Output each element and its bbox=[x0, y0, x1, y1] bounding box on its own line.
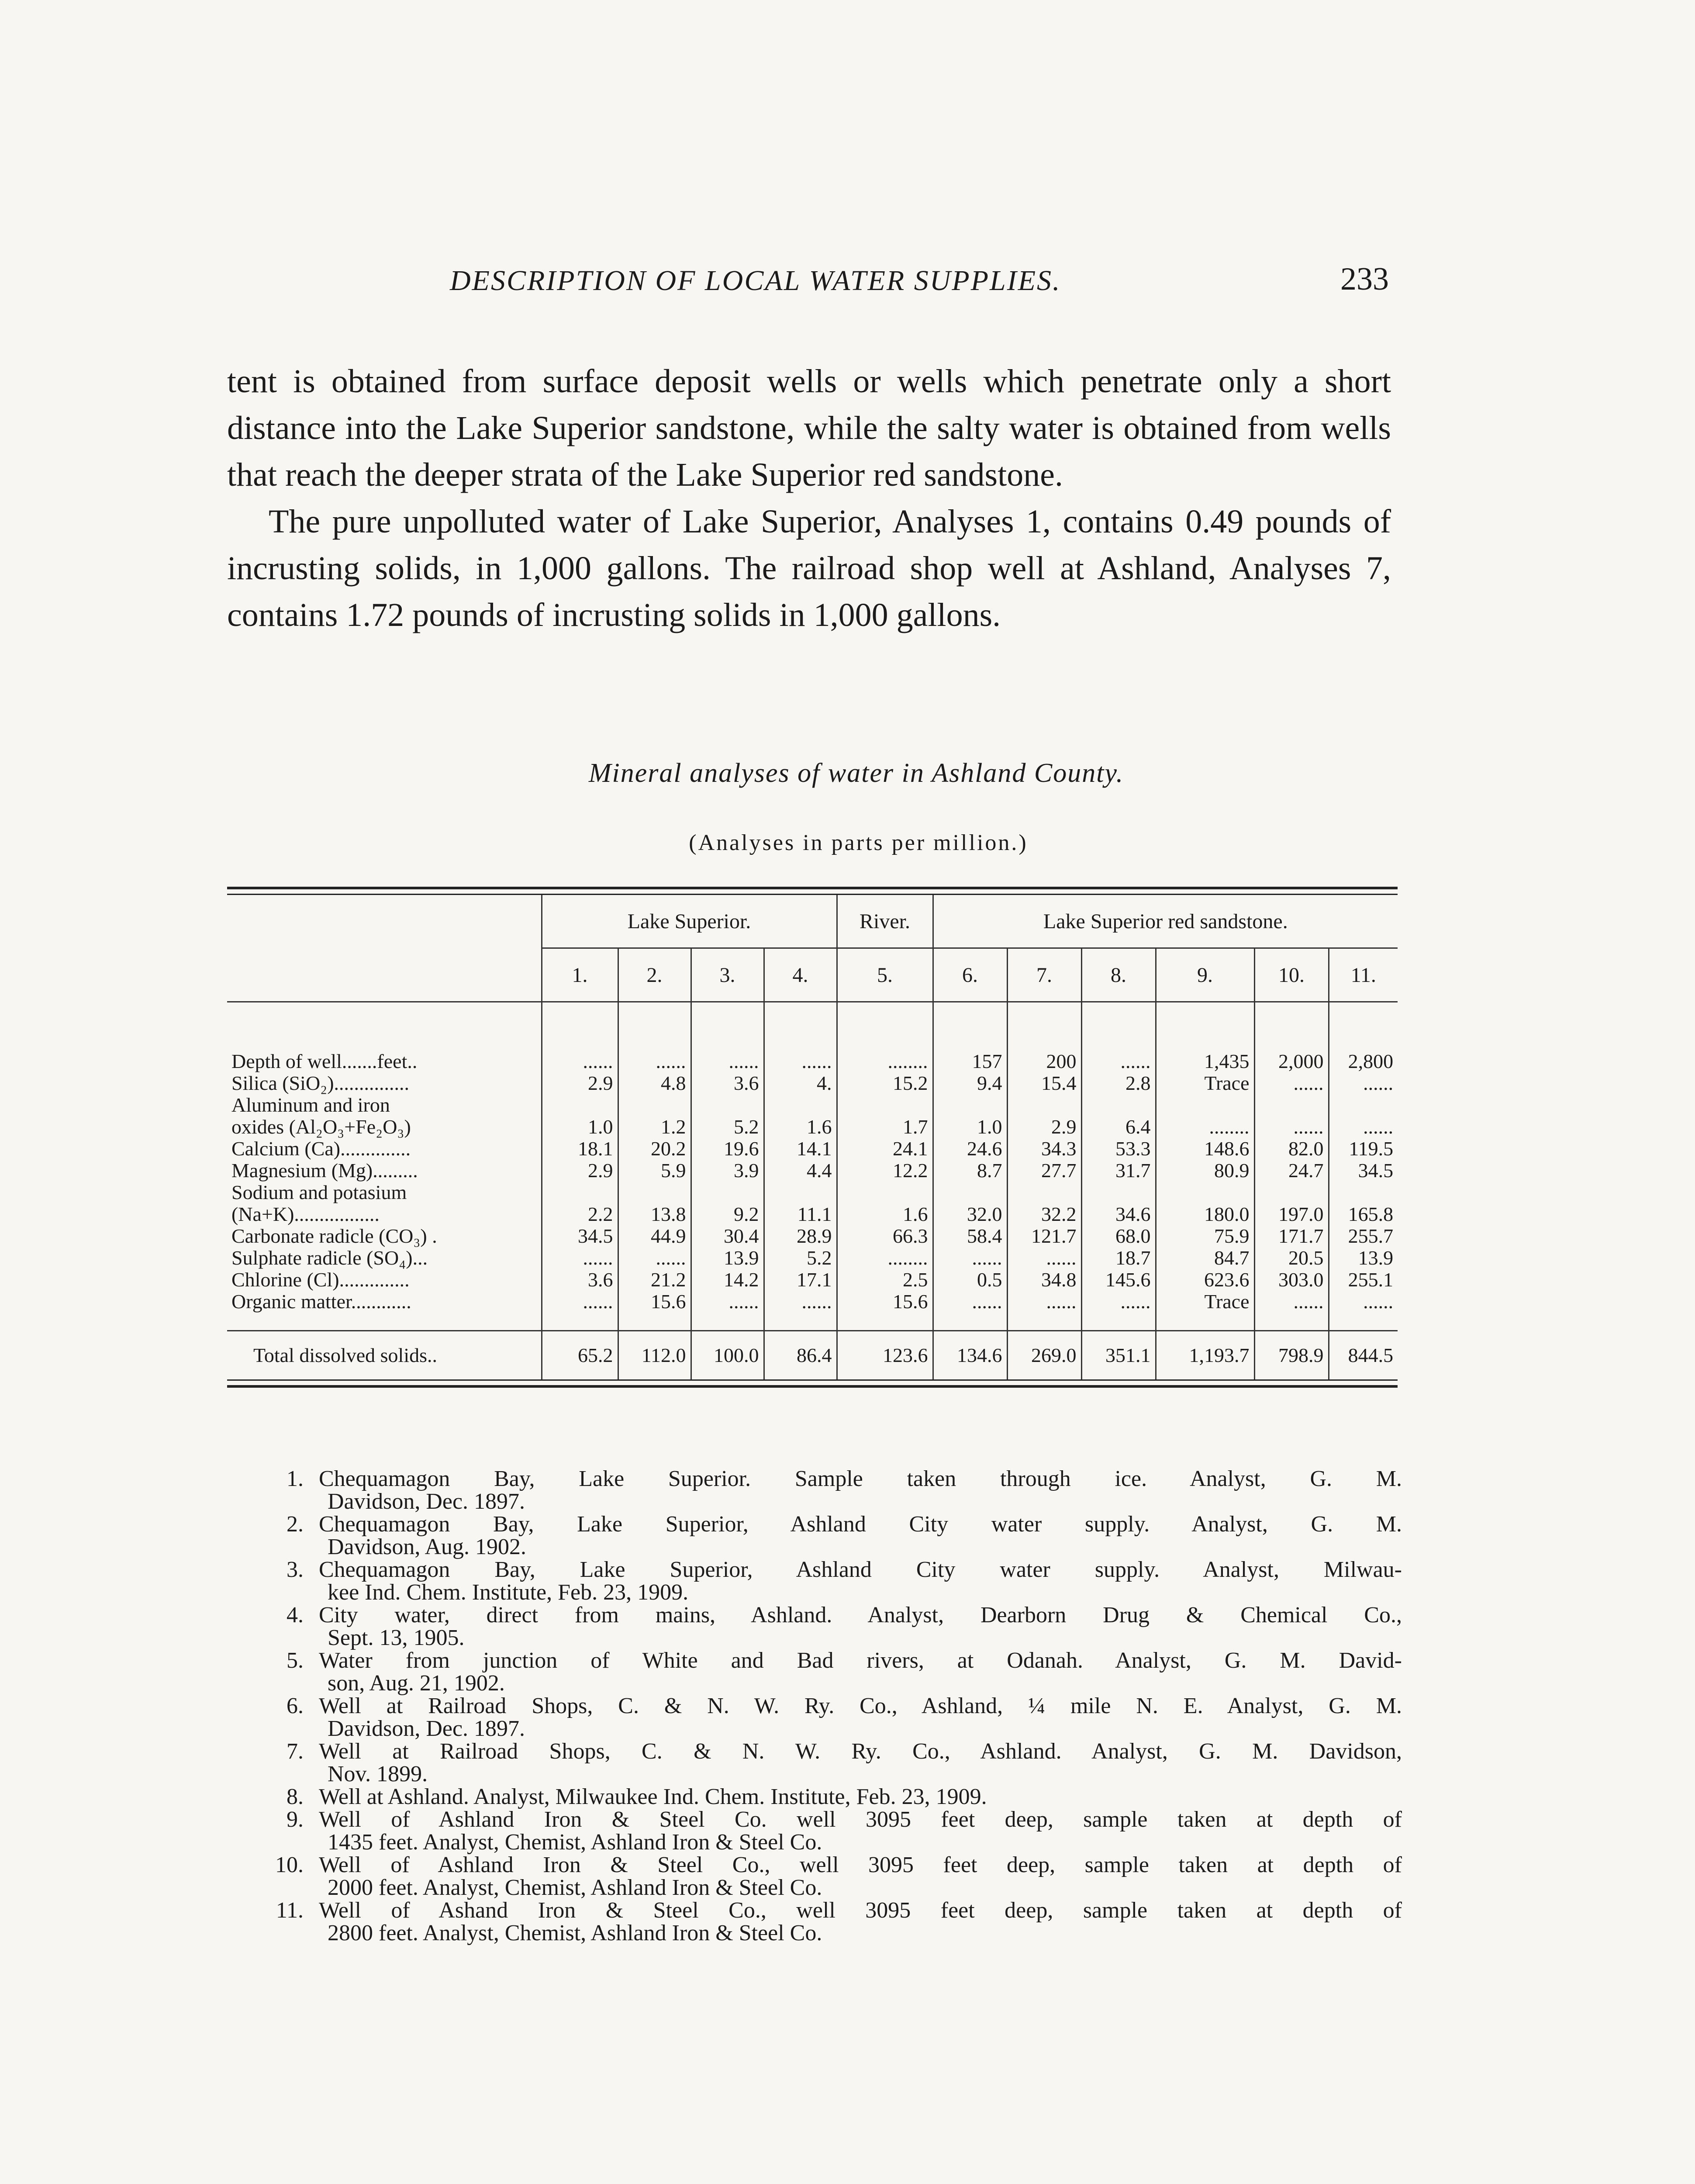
table-cell: 17.1 bbox=[764, 1269, 837, 1291]
column-number-row bbox=[227, 948, 1398, 1002]
total-cell: 112.0 bbox=[618, 1331, 691, 1380]
group-lake-superior: Lake Superior. bbox=[542, 895, 837, 948]
table-cell: 34.8 bbox=[1007, 1269, 1081, 1291]
table-cell: ...... bbox=[691, 1051, 764, 1072]
footnote-line-1: Well of Ashand Iron & Steel Co., well 3095 feet deep, sample taken at depth of bbox=[319, 1898, 1402, 1923]
analyses-table-wrapper bbox=[227, 887, 1398, 1388]
table-cell bbox=[1254, 1182, 1329, 1203]
table-cell bbox=[1081, 1094, 1156, 1116]
table-cell: 5.9 bbox=[618, 1160, 691, 1182]
table-cell: 34.5 bbox=[1329, 1160, 1398, 1182]
table-cell: 1.6 bbox=[837, 1203, 933, 1225]
table-cell: 2,800 bbox=[1329, 1051, 1398, 1072]
footnote-number: 5. bbox=[287, 1648, 304, 1673]
table-cell: 24.6 bbox=[933, 1138, 1007, 1160]
table-cell: ...... bbox=[1007, 1291, 1081, 1313]
table-cell: 121.7 bbox=[1007, 1225, 1081, 1247]
footnote-line-1: Water from junction of White and Bad rivers, at Odanah. Analyst, G. M. David- bbox=[319, 1648, 1402, 1673]
table-subcaption-text: (Analyses in parts per million.) bbox=[689, 830, 1028, 855]
footnote-item bbox=[258, 1899, 1402, 1945]
footnote-line-2: Sept. 13, 1905. bbox=[328, 1625, 465, 1650]
table-bottom-rule bbox=[227, 1379, 1398, 1388]
table-cell: 19.6 bbox=[691, 1138, 764, 1160]
table-cell: 197.0 bbox=[1254, 1203, 1329, 1225]
table-cell: Trace bbox=[1156, 1291, 1254, 1313]
table-cell: 18.1 bbox=[542, 1138, 618, 1160]
row-label: Aluminum and iron bbox=[231, 1094, 390, 1116]
table-cell: 5.2 bbox=[764, 1247, 837, 1269]
col-8: 8. bbox=[1081, 948, 1156, 1002]
table-cell bbox=[837, 1182, 933, 1203]
table-cell: 2,000 bbox=[1254, 1051, 1329, 1072]
footnote-number: 4. bbox=[287, 1603, 304, 1628]
footnote-number: 11. bbox=[276, 1898, 304, 1923]
table-row bbox=[227, 1291, 1398, 1313]
table-cell: 9.4 bbox=[933, 1072, 1007, 1094]
total-row bbox=[227, 1331, 1398, 1380]
table-cell: 80.9 bbox=[1156, 1160, 1254, 1182]
table-cell: ...... bbox=[764, 1051, 837, 1072]
table-subcaption bbox=[0, 830, 1695, 856]
total-cell: 86.4 bbox=[764, 1331, 837, 1380]
table-cell: 2.9 bbox=[1007, 1116, 1081, 1138]
table-row bbox=[227, 1094, 1398, 1116]
row-label: Depth of well.......feet.. bbox=[231, 1051, 418, 1072]
table-cell: ...... bbox=[1254, 1072, 1329, 1094]
analyses-table bbox=[227, 895, 1398, 1379]
table-cell bbox=[618, 1094, 691, 1116]
col-7: 7. bbox=[1007, 948, 1081, 1002]
table-cell: 44.9 bbox=[618, 1225, 691, 1247]
spacer-row bbox=[227, 1313, 1398, 1331]
table-cell: 82.0 bbox=[1254, 1138, 1329, 1160]
table-cell bbox=[933, 1094, 1007, 1116]
total-cell: 269.0 bbox=[1007, 1331, 1081, 1380]
table-cell: 1.0 bbox=[542, 1116, 618, 1138]
table-cell bbox=[764, 1094, 837, 1116]
table-cell bbox=[542, 1094, 618, 1116]
table-cell: ........ bbox=[837, 1247, 933, 1269]
table-cell: 6.4 bbox=[1081, 1116, 1156, 1138]
table-cell: 148.6 bbox=[1156, 1138, 1254, 1160]
table-cell bbox=[691, 1182, 764, 1203]
table-cell: 13.8 bbox=[618, 1203, 691, 1225]
table-cell bbox=[1081, 1182, 1156, 1203]
table-cell: 20.2 bbox=[618, 1138, 691, 1160]
table-row bbox=[227, 1225, 1398, 1247]
table-cell: 11.1 bbox=[764, 1203, 837, 1225]
table-cell: 1.7 bbox=[837, 1116, 933, 1138]
footnote-number: 7. bbox=[287, 1739, 304, 1764]
footnote-line-2: 2000 feet. Analyst, Chemist, Ashland Iron & Steel Co. bbox=[328, 1875, 822, 1900]
table-cell bbox=[837, 1094, 933, 1116]
table-cell: 24.7 bbox=[1254, 1160, 1329, 1182]
footnote-line-1: Well at Railroad Shops, C. & N. W. Ry. Co., Ashland, ¼ mile N. E. Analyst, G. M. bbox=[319, 1693, 1402, 1718]
footnote-item bbox=[258, 1468, 1402, 1513]
table-cell bbox=[764, 1182, 837, 1203]
total-cell: 844.5 bbox=[1329, 1331, 1398, 1380]
group-river: River. bbox=[837, 895, 933, 948]
table-cell: 4. bbox=[764, 1072, 837, 1094]
table-cell: 145.6 bbox=[1081, 1269, 1156, 1291]
table-cell: 30.4 bbox=[691, 1225, 764, 1247]
table-cell: 31.7 bbox=[1081, 1160, 1156, 1182]
table-cell: 34.5 bbox=[542, 1225, 618, 1247]
footnote-line-2: 2800 feet. Analyst, Chemist, Ashland Iron & Steel Co. bbox=[328, 1921, 822, 1946]
footnote-item bbox=[258, 1786, 1402, 1808]
footnotes-list bbox=[258, 1468, 1402, 1945]
footnote-line-2: Davidson, Dec. 1897. bbox=[328, 1489, 525, 1514]
footnote-line-1: Well at Ashland. Analyst, Milwaukee Ind. Chem. Institute, Feb. 23, 1909. bbox=[319, 1784, 987, 1809]
footnote-line-2: 1435 feet. Analyst, Chemist, Ashland Iron & Steel Co. bbox=[328, 1830, 822, 1855]
table-cell: 200 bbox=[1007, 1051, 1081, 1072]
table-cell: 4.8 bbox=[618, 1072, 691, 1094]
footnote-item bbox=[258, 1649, 1402, 1695]
total-label: Total dissolved solids.. bbox=[227, 1331, 542, 1380]
row-label: Sodium and potasium bbox=[231, 1182, 407, 1203]
footnote-item bbox=[258, 1808, 1402, 1854]
table-cell: 1,435 bbox=[1156, 1051, 1254, 1072]
total-cell: 134.6 bbox=[933, 1331, 1007, 1380]
table-cell: 2.9 bbox=[542, 1160, 618, 1182]
col-10: 10. bbox=[1254, 948, 1329, 1002]
table-cell: ...... bbox=[1329, 1072, 1398, 1094]
row-label: Magnesium (Mg)......... bbox=[231, 1160, 418, 1182]
table-cell bbox=[1156, 1094, 1254, 1116]
table-cell: 21.2 bbox=[618, 1269, 691, 1291]
paragraph-2: The pure unpolluted water of Lake Superior, Analyses 1, contains 0.49 pounds of incrusting solids, in 1,000 gallons. The railroad shop well at Ashland, Analyses 7, contains 1.72 pounds of incrusting solids in 1,000 gallons. bbox=[227, 503, 1391, 633]
table-cell: 623.6 bbox=[1156, 1269, 1254, 1291]
row-label: oxides (Al₂O₃+Fe₂O₃) bbox=[231, 1116, 411, 1138]
table-cell: 2.5 bbox=[837, 1269, 933, 1291]
paragraph-1: tent is obtained from surface deposit wells or wells which penetrate only a short distance into the Lake Superior sandstone, while the salty water is obtained from wells that reach the deeper strata of the Lake Superior red sandstone. bbox=[227, 363, 1391, 493]
footnote-line-1: Chequamagon Bay, Lake Superior, Ashland City water supply. Analyst, G. M. bbox=[319, 1512, 1402, 1537]
table-cell: 1.6 bbox=[764, 1116, 837, 1138]
footnote-item bbox=[258, 1604, 1402, 1649]
row-label: Sulphate radicle (SO₄)... bbox=[231, 1247, 428, 1269]
table-cell: 66.3 bbox=[837, 1225, 933, 1247]
table-cell bbox=[933, 1182, 1007, 1203]
table-cell: 58.4 bbox=[933, 1225, 1007, 1247]
footnote-line-1: Chequamagon Bay, Lake Superior. Sample taken through ice. Analyst, G. M. bbox=[319, 1466, 1402, 1491]
table-cell: ...... bbox=[691, 1291, 764, 1313]
stub-header bbox=[227, 895, 542, 948]
table-row bbox=[227, 1051, 1398, 1072]
table-cell: 14.2 bbox=[691, 1269, 764, 1291]
footnote-number: 6. bbox=[287, 1693, 304, 1718]
footnote-line-2: kee Ind. Chem. Institute, Feb. 23, 1909. bbox=[328, 1580, 689, 1605]
table-cell: 14.1 bbox=[764, 1138, 837, 1160]
col-2: 2. bbox=[618, 948, 691, 1002]
col-4: 4. bbox=[764, 948, 837, 1002]
footnote-number: 8. bbox=[287, 1784, 304, 1809]
table-cell: ...... bbox=[933, 1291, 1007, 1313]
table-cell: 1.2 bbox=[618, 1116, 691, 1138]
footnote-line-1: City water, direct from mains, Ashland. Analyst, Dearborn Drug & Chemical Co., bbox=[319, 1603, 1402, 1628]
table-cell: 3.6 bbox=[542, 1269, 618, 1291]
table-cell: 24.1 bbox=[837, 1138, 933, 1160]
total-cell: 798.9 bbox=[1254, 1331, 1329, 1380]
col-9: 9. bbox=[1156, 948, 1254, 1002]
table-cell: 84.7 bbox=[1156, 1247, 1254, 1269]
table-cell: ...... bbox=[618, 1247, 691, 1269]
page-number: 233 bbox=[1340, 261, 1389, 297]
table-cell: 18.7 bbox=[1081, 1247, 1156, 1269]
table-row bbox=[227, 1138, 1398, 1160]
total-cell: 100.0 bbox=[691, 1331, 764, 1380]
table-cell: 255.1 bbox=[1329, 1269, 1398, 1291]
table-row bbox=[227, 1160, 1398, 1182]
table-cell bbox=[1329, 1182, 1398, 1203]
row-label: Calcium (Ca).............. bbox=[231, 1138, 411, 1160]
table-cell: 15.6 bbox=[837, 1291, 933, 1313]
table-row bbox=[227, 1072, 1398, 1094]
table-cell: ...... bbox=[542, 1051, 618, 1072]
table-row bbox=[227, 1247, 1398, 1269]
table-cell: Trace bbox=[1156, 1072, 1254, 1094]
table-cell: 3.9 bbox=[691, 1160, 764, 1182]
table-row bbox=[227, 1269, 1398, 1291]
table-cell: 255.7 bbox=[1329, 1225, 1398, 1247]
table-cell: ...... bbox=[933, 1247, 1007, 1269]
footnote-item bbox=[258, 1854, 1402, 1899]
table-cell bbox=[542, 1182, 618, 1203]
table-cell: 12.2 bbox=[837, 1160, 933, 1182]
table-cell bbox=[618, 1182, 691, 1203]
table-cell: 0.5 bbox=[933, 1269, 1007, 1291]
table-cell: 171.7 bbox=[1254, 1225, 1329, 1247]
table-cell: 8.7 bbox=[933, 1160, 1007, 1182]
running-title: DESCRIPTION OF LOCAL WATER SUPPLIES. bbox=[450, 265, 1061, 297]
table-cell: 13.9 bbox=[1329, 1247, 1398, 1269]
table-cell: 180.0 bbox=[1156, 1203, 1254, 1225]
footnote-line-2: son, Aug. 21, 1902. bbox=[328, 1671, 505, 1696]
table-cell: ........ bbox=[837, 1051, 933, 1072]
row-label: (Na+K)................. bbox=[231, 1203, 380, 1225]
table-cell: 34.6 bbox=[1081, 1203, 1156, 1225]
table-cell: 2.9 bbox=[542, 1072, 618, 1094]
total-cell: 123.6 bbox=[837, 1331, 933, 1380]
table-cell: ...... bbox=[1007, 1247, 1081, 1269]
table-caption bbox=[0, 758, 1695, 789]
table-cell: 13.9 bbox=[691, 1247, 764, 1269]
table-cell: ...... bbox=[1329, 1291, 1398, 1313]
table-cell: 28.9 bbox=[764, 1225, 837, 1247]
total-cell: 65.2 bbox=[542, 1331, 618, 1380]
table-cell: 303.0 bbox=[1254, 1269, 1329, 1291]
footnote-line-1: Well of Ashland Iron & Steel Co. well 3095 feet deep, sample taken at depth of bbox=[319, 1807, 1402, 1832]
table-body bbox=[227, 1002, 1398, 1380]
footnote-number: 3. bbox=[287, 1557, 304, 1582]
table-cell: 165.8 bbox=[1329, 1203, 1398, 1225]
footnote-line-1: Chequamagon Bay, Lake Superior, Ashland City water supply. Analyst, Milwau- bbox=[319, 1557, 1402, 1582]
col-11: 11. bbox=[1329, 948, 1398, 1002]
table-cell: 75.9 bbox=[1156, 1225, 1254, 1247]
table-cell: 15.2 bbox=[837, 1072, 933, 1094]
total-cell: 1,193.7 bbox=[1156, 1331, 1254, 1380]
table-cell: 2.2 bbox=[542, 1203, 618, 1225]
total-cell: 351.1 bbox=[1081, 1331, 1156, 1380]
table-cell bbox=[1007, 1094, 1081, 1116]
table-cell bbox=[1329, 1094, 1398, 1116]
footnote-item bbox=[258, 1740, 1402, 1786]
table-cell: 32.2 bbox=[1007, 1203, 1081, 1225]
table-cell: 27.7 bbox=[1007, 1160, 1081, 1182]
body-text bbox=[227, 358, 1391, 639]
table-cell: ...... bbox=[618, 1051, 691, 1072]
table-cell: 4.4 bbox=[764, 1160, 837, 1182]
table-cell bbox=[1007, 1182, 1081, 1203]
table-cell: ...... bbox=[542, 1291, 618, 1313]
row-label: Carbonate radicle (CO₃) . bbox=[231, 1225, 437, 1247]
table-cell: 68.0 bbox=[1081, 1225, 1156, 1247]
col-5: 5. bbox=[837, 948, 933, 1002]
table-cell: ...... bbox=[1254, 1116, 1329, 1138]
group-red-sandstone: Lake Superior red sandstone. bbox=[933, 895, 1398, 948]
footnote-number: 9. bbox=[287, 1807, 304, 1832]
group-header-row bbox=[227, 895, 1398, 948]
table-cell: ...... bbox=[1081, 1291, 1156, 1313]
footnote-line-2: Nov. 1899. bbox=[328, 1762, 428, 1787]
table-cell: 15.6 bbox=[618, 1291, 691, 1313]
table-row bbox=[227, 1116, 1398, 1138]
footnote-line-1: Well of Ashland Iron & Steel Co., well 3095 feet deep, sample taken at depth of bbox=[319, 1852, 1402, 1877]
col-1: 1. bbox=[542, 948, 618, 1002]
table-cell: 119.5 bbox=[1329, 1138, 1398, 1160]
table-cell: ...... bbox=[542, 1247, 618, 1269]
table-row bbox=[227, 1203, 1398, 1225]
table-cell: 1.0 bbox=[933, 1116, 1007, 1138]
table-cell: 20.5 bbox=[1254, 1247, 1329, 1269]
header-separator bbox=[227, 1002, 1398, 1051]
footnote-item bbox=[258, 1513, 1402, 1559]
footnote-number: 2. bbox=[287, 1512, 304, 1537]
col-3: 3. bbox=[691, 948, 764, 1002]
table-row bbox=[227, 1182, 1398, 1203]
footnote-number: 1. bbox=[287, 1466, 304, 1491]
table-cell bbox=[1156, 1182, 1254, 1203]
page-header bbox=[450, 261, 1389, 304]
row-label: Chlorine (Cl).............. bbox=[231, 1269, 410, 1291]
table-cell: 157 bbox=[933, 1051, 1007, 1072]
footnote-item bbox=[258, 1695, 1402, 1740]
table-cell bbox=[691, 1094, 764, 1116]
table-cell: 2.8 bbox=[1081, 1072, 1156, 1094]
table-caption-text: Mineral analyses of water in Ashland County. bbox=[588, 758, 1124, 788]
table-cell: 5.2 bbox=[691, 1116, 764, 1138]
table-cell: 34.3 bbox=[1007, 1138, 1081, 1160]
table-cell: ...... bbox=[1254, 1291, 1329, 1313]
footnote-number: 10. bbox=[275, 1852, 304, 1877]
table-cell: 32.0 bbox=[933, 1203, 1007, 1225]
table-cell: 15.4 bbox=[1007, 1072, 1081, 1094]
table-cell: ...... bbox=[764, 1291, 837, 1313]
table-top-rule bbox=[227, 887, 1398, 895]
stub-header-2 bbox=[227, 948, 542, 1002]
table-cell: ...... bbox=[1081, 1051, 1156, 1072]
table-cell: 53.3 bbox=[1081, 1138, 1156, 1160]
table-cell bbox=[1254, 1094, 1329, 1116]
footnote-item bbox=[258, 1559, 1402, 1604]
footnote-line-1: Well at Railroad Shops, C. & N. W. Ry. Co., Ashland. Analyst, G. M. Davidson, bbox=[319, 1739, 1402, 1764]
row-label: Silica (SiO₂)............... bbox=[231, 1072, 410, 1094]
col-6: 6. bbox=[933, 948, 1007, 1002]
row-label: Organic matter............ bbox=[231, 1291, 411, 1313]
table-cell: ........ bbox=[1156, 1116, 1254, 1138]
table-cell: ...... bbox=[1329, 1116, 1398, 1138]
table-cell: 9.2 bbox=[691, 1203, 764, 1225]
footnote-line-2: Davidson, Dec. 1897. bbox=[328, 1716, 525, 1741]
table-cell: 3.6 bbox=[691, 1072, 764, 1094]
footnote-line-2: Davidson, Aug. 1902. bbox=[328, 1534, 526, 1559]
